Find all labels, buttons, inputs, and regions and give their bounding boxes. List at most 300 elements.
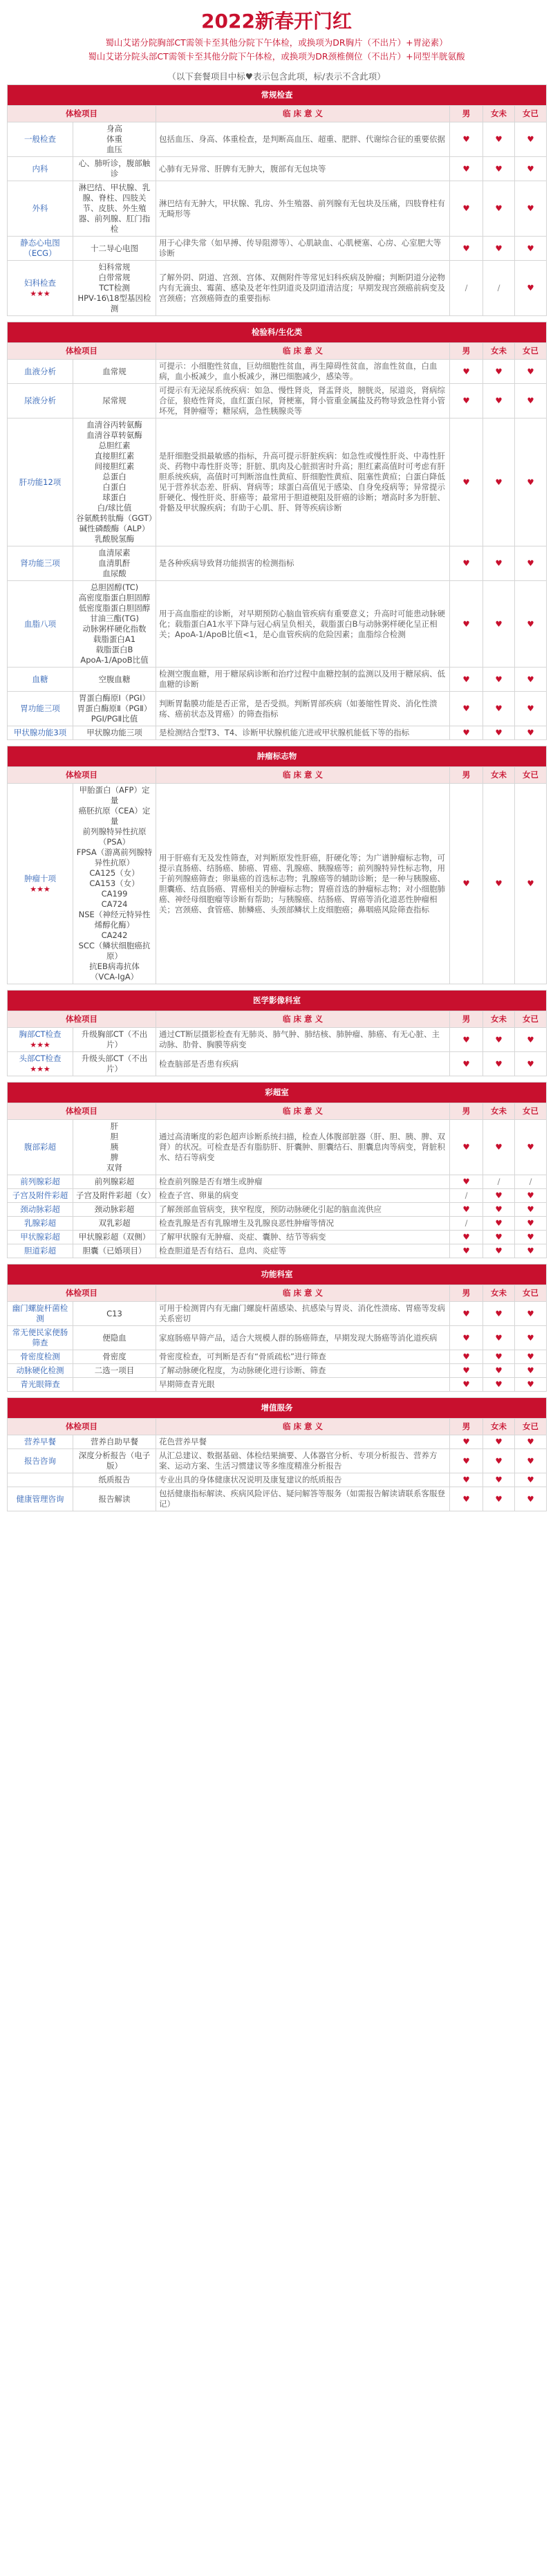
row-meaning: 可提示有无泌尿系统疾病：如急、慢性肾炎，肾盂肾炎，膀胱炎，尿道炎，肾病综合征，狼疮性肾炎，血红蛋白尿，肾梗塞，肾小管重金属盐及药物导致急性肾小管坏死，肾肿瘤等；糖尿病，急性胰腺炎等 — [156, 384, 450, 418]
mark-male: ♥ — [450, 1473, 483, 1487]
row-items — [73, 726, 156, 740]
section-table — [7, 1264, 547, 1392]
item-name: 动脉粥样硬化指数 — [82, 624, 147, 634]
col-header-female-married: 女已 — [515, 1285, 547, 1302]
category-label: 乳腺彩超 — [24, 1218, 56, 1228]
row-meaning: 了解颈部血管病变，狭窄程度，预防动脉硬化引起的脑血流供应 — [156, 1203, 450, 1217]
col-header-category: 体检项目 — [8, 1419, 156, 1435]
mark-female-married: ♥ — [515, 1217, 547, 1231]
mark-female-unmarried: ♥ — [483, 157, 515, 181]
item-name: 甘油三酯(TG) — [90, 614, 139, 623]
item-name: 双乳彩超 — [98, 1218, 131, 1228]
mark-male: / — [450, 261, 483, 316]
table-row — [8, 1203, 547, 1217]
item-name: 谷氨酰转肽酶（GGT） — [76, 513, 157, 523]
row-category — [8, 668, 73, 692]
table-row — [8, 581, 547, 668]
row-category — [8, 692, 73, 726]
table-row — [8, 1217, 547, 1231]
mark-male: ♥ — [450, 546, 483, 581]
mark-female-married: ♥ — [515, 237, 547, 261]
mark-female-married: ♥ — [515, 692, 547, 726]
row-items — [73, 181, 156, 237]
row-category — [8, 360, 73, 384]
row-meaning: 花色营养早餐 — [156, 1435, 450, 1449]
row-category — [8, 1302, 73, 1326]
row-meaning: 检测空腹血糖，用于糖尿病诊断和治疗过程中血糖控制的监测以及用于糖尿病、低血糖的诊断 — [156, 668, 450, 692]
mark-female-unmarried: ♥ — [483, 546, 515, 581]
row-items — [73, 692, 156, 726]
item-name: 碱性磷酸酶（ALP） — [79, 524, 150, 533]
stars-badge: ★★★ — [30, 288, 50, 298]
mark-female-unmarried: ♥ — [483, 1203, 515, 1217]
category-label: 肿瘤十项 — [24, 873, 56, 883]
category-label: 子宫及附件彩超 — [12, 1190, 68, 1200]
item-name: 营养自助早餐 — [91, 1437, 138, 1446]
row-category — [8, 122, 73, 157]
row-items — [73, 157, 156, 181]
mark-female-married: ♥ — [515, 181, 547, 237]
section-table — [7, 84, 547, 316]
mark-male: ♥ — [450, 122, 483, 157]
item-name: 二选一项目 — [94, 1365, 135, 1375]
table-row — [8, 1244, 547, 1258]
mark-male: ♥ — [450, 1203, 483, 1217]
mark-male: ♥ — [450, 181, 483, 237]
mark-female-unmarried: ♥ — [483, 581, 515, 668]
mark-female-married: ♥ — [515, 122, 547, 157]
item-name: 血常规 — [102, 366, 126, 376]
section-title: 增值服务 — [8, 1398, 547, 1419]
section-title: 医学影像科室 — [8, 991, 547, 1011]
table-row — [8, 157, 547, 181]
col-header-meaning: 临 床 意 义 — [156, 1103, 450, 1120]
row-items — [73, 1326, 156, 1350]
mark-female-unmarried: ♥ — [483, 726, 515, 740]
mark-male: ♥ — [450, 1435, 483, 1449]
item-name: 载脂蛋白B — [95, 645, 133, 654]
category-label: 血糖 — [32, 674, 48, 684]
row-meaning: 了解外阴、阴道、宫颈、宫体、双侧附件等常见妇科疾病及肿瘤；判断阴道分泌物内有无滴虫、霉菌、感染及老年性阴道炎及阴道清洁度；早期发现宫颈癌前病变及宫颈癌；宫颈癌筛查的重要指标 — [156, 261, 450, 316]
subtitle-line: 蜀山艾诺分院头部CT需领卡至其他分院下午体检，或换项为DR颈椎侧位（不出片）+同型半胱氨酸 — [88, 51, 465, 62]
row-category — [8, 581, 73, 668]
mark-female-married: ♥ — [515, 360, 547, 384]
mark-male: ♥ — [450, 581, 483, 668]
mark-female-unmarried: ♥ — [483, 384, 515, 418]
col-header-female-married: 女已 — [515, 767, 547, 784]
section-title: 常规检查 — [8, 85, 547, 106]
item-name: CA242 — [101, 930, 128, 940]
mark-female-unmarried: ♥ — [483, 1028, 515, 1052]
category-label: 胃功能三项 — [20, 703, 60, 713]
section-table — [7, 322, 547, 740]
category-label: 肾功能三项 — [20, 558, 60, 568]
legend-note: （以下套餐项目中标♥表示包含此项，标/表示不含此项） — [167, 71, 386, 82]
col-header-female-unmarried: 女未 — [483, 343, 515, 360]
col-header-meaning: 临 床 意 义 — [156, 106, 450, 122]
mark-female-unmarried: ♥ — [483, 418, 515, 546]
table-row — [8, 668, 547, 692]
section-table — [7, 1082, 547, 1258]
category-label: 尿液分析 — [24, 396, 56, 405]
mark-female-married: ♥ — [515, 668, 547, 692]
row-category — [8, 1326, 73, 1350]
item-name: 胃蛋白酶原Ⅰ（PGⅠ） — [78, 693, 151, 703]
row-items — [73, 1350, 156, 1364]
row-items — [73, 418, 156, 546]
mark-male: / — [450, 1217, 483, 1231]
table-row — [8, 1487, 547, 1511]
item-name: 脾 — [110, 1152, 119, 1162]
item-name: 血清谷草转氨酶 — [86, 430, 142, 440]
section-table — [7, 1397, 547, 1511]
table-row — [8, 1350, 547, 1364]
row-items — [73, 784, 156, 984]
sections-container — [0, 84, 553, 1517]
row-category — [8, 1217, 73, 1231]
mark-female-married: ♥ — [515, 1302, 547, 1326]
item-name: 血清谷丙转氨酶 — [86, 420, 142, 430]
category-label: 胸部CT检查 — [19, 1029, 62, 1039]
mark-female-married: ♥ — [515, 784, 547, 984]
row-meaning: 检查前列腺是否有增生或肿瘤 — [156, 1175, 450, 1189]
row-category — [8, 237, 73, 261]
item-name: SCC（鳞状细胞癌抗原） — [78, 941, 151, 961]
row-meaning: 检查脑部是否患有疾病 — [156, 1052, 450, 1076]
row-category — [8, 1350, 73, 1364]
item-name: HPV-16\18型基因检测 — [77, 293, 151, 313]
item-name: 总胆固醇(TC) — [90, 582, 139, 592]
col-header-category: 体检项目 — [8, 1285, 156, 1302]
mark-male: ♥ — [450, 1231, 483, 1244]
col-header-female-unmarried: 女未 — [483, 1103, 515, 1120]
category-label: 报告咨询 — [24, 1455, 56, 1466]
item-name: 空腹血糖 — [98, 674, 131, 684]
row-items — [73, 122, 156, 157]
mark-female-married: ♥ — [515, 261, 547, 316]
category-label: 动脉硬化检测 — [16, 1365, 64, 1375]
section-table — [7, 990, 547, 1076]
mark-female-married: ♥ — [515, 1244, 547, 1258]
row-items — [73, 1473, 156, 1487]
row-meaning: 检查子宫、卵巢的病变 — [156, 1189, 450, 1203]
table-row — [8, 418, 547, 546]
mark-female-married: ♥ — [515, 1364, 547, 1378]
item-name: 纸质报告 — [98, 1475, 131, 1484]
mark-male: ♥ — [450, 360, 483, 384]
table-row — [8, 1231, 547, 1244]
section-title: 检验科/生化类 — [8, 322, 547, 343]
col-header-category: 体检项目 — [8, 106, 156, 122]
table-row — [8, 726, 547, 740]
row-category — [8, 418, 73, 546]
mark-female-unmarried: ♥ — [483, 181, 515, 237]
item-name: 子宫及附件彩超（女） — [76, 1190, 156, 1200]
mark-female-unmarried: ♥ — [483, 1435, 515, 1449]
category-label: 甲状腺功能3项 — [13, 728, 67, 737]
row-items — [73, 237, 156, 261]
item-name: 心、肺听诊，腹部触诊 — [78, 158, 151, 178]
category-label: 妇科检查 — [24, 277, 56, 288]
row-meaning: 了解甲状腺有无肿瘤、炎症、囊肿、结节等病变 — [156, 1231, 450, 1244]
category-label: 血液分析 — [24, 366, 56, 376]
mark-female-unmarried: ♥ — [483, 1350, 515, 1364]
col-header-female-unmarried: 女未 — [483, 1419, 515, 1435]
item-name: 载脂蛋白A1 — [93, 634, 136, 644]
category-label: 静态心电图（ECG） — [20, 238, 60, 258]
item-name: 报告解读 — [98, 1493, 131, 1504]
row-meaning: 包括健康指标解读、疾病风险评估、疑问解答等服务（如需报告解读请联系客服登记） — [156, 1487, 450, 1511]
table-row — [8, 1435, 547, 1449]
row-items — [73, 1435, 156, 1449]
mark-female-unmarried: ♥ — [483, 1231, 515, 1244]
item-name: 低密度脂蛋白胆固醇 — [78, 603, 151, 613]
row-meaning: 淋巴结有无肿大，甲状腺、乳房、外生殖器、前列腺有无包块及压痛，四肢脊柱有无畸形等 — [156, 181, 450, 237]
item-name: 尿常规 — [102, 396, 126, 405]
row-category — [8, 1028, 73, 1052]
mark-female-married: ♥ — [515, 1203, 547, 1217]
row-items — [73, 1231, 156, 1244]
col-header-meaning: 临 床 意 义 — [156, 343, 450, 360]
section-title: 彩超室 — [8, 1083, 547, 1103]
mark-female-unmarried: ♥ — [483, 692, 515, 726]
row-category — [8, 1052, 73, 1076]
row-items — [73, 1120, 156, 1175]
row-items — [73, 1244, 156, 1258]
table-row — [8, 1378, 547, 1392]
row-category — [8, 546, 73, 581]
table-row — [8, 181, 547, 237]
mark-female-married: ♥ — [515, 1350, 547, 1364]
mark-male: ♥ — [450, 1120, 483, 1175]
column-header-row — [8, 1103, 547, 1120]
mark-male: ♥ — [450, 1244, 483, 1258]
item-name: 胃蛋白酶原Ⅱ（PGⅡ） — [77, 703, 152, 713]
row-meaning: 用于高血脂症的诊断，对早期预防心脑血管疾病有重要意义；升高时可能患动脉硬化；载脂蛋白A1水平下降与冠心病呈负相关，载脂蛋白B与动脉粥样硬化呈正相关；ApoA-1/ApoB比值<1，是心血管疾病的危险因素；血脂综合检测 — [156, 581, 450, 668]
mark-male: ♥ — [450, 1449, 483, 1473]
row-meaning: 是各种疾病导致肾功能损害的检测指标 — [156, 546, 450, 581]
row-items — [73, 360, 156, 384]
item-name: 升级胸部CT（不出片） — [81, 1029, 148, 1049]
row-meaning: 心肺有无异常、肝脾有无肿大，腹部有无包块等 — [156, 157, 450, 181]
table-row — [8, 1175, 547, 1189]
row-items — [73, 1189, 156, 1203]
row-items — [73, 1449, 156, 1473]
row-category — [8, 1244, 73, 1258]
category-label: 甲状腺彩超 — [20, 1232, 60, 1242]
category-label: 颈动脉彩超 — [20, 1204, 60, 1214]
table-row — [8, 1473, 547, 1487]
item-name: 便隐血 — [102, 1332, 126, 1343]
category-label: 幽门螺旋杆菌检测 — [12, 1303, 68, 1323]
item-name: 胆囊（已婚项目） — [82, 1246, 147, 1255]
mark-male: ♥ — [450, 1378, 483, 1392]
column-header-row — [8, 1011, 547, 1028]
item-name: 妇科常规 — [98, 262, 131, 272]
col-header-female-unmarried: 女未 — [483, 767, 515, 784]
column-header-row — [8, 1285, 547, 1302]
item-name: 甲胎蛋白（AFP）定量 — [79, 785, 150, 805]
row-meaning: 用于心律失常（如早搏、传导阻滞等）、心肌缺血、心肌梗塞、心房、心室肥大等诊断 — [156, 237, 450, 261]
row-items — [73, 581, 156, 668]
row-items — [73, 1052, 156, 1076]
mark-female-unmarried: ♥ — [483, 1217, 515, 1231]
col-header-female-married: 女已 — [515, 106, 547, 122]
item-name: CA153（女） — [89, 878, 140, 888]
row-items — [73, 1378, 156, 1392]
col-header-category: 体检项目 — [8, 767, 156, 784]
item-name: 淋巴结、甲状腺、乳腺、脊柱、四肢关节、皮肤、外生殖器、前列腺、肛门指检 — [78, 183, 151, 234]
mark-male: ♥ — [450, 1052, 483, 1076]
section-title: 功能科室 — [8, 1264, 547, 1285]
row-meaning: 专业出具的身体健康状况说明及康复建议的纸质报告 — [156, 1473, 450, 1487]
item-name: 胆 — [110, 1132, 119, 1141]
category-label: 外科 — [32, 203, 48, 213]
mark-female-unmarried: ♥ — [483, 360, 515, 384]
item-name: C13 — [106, 1308, 122, 1318]
mark-female-unmarried: ♥ — [483, 1302, 515, 1326]
item-name: 间接胆红素 — [94, 461, 135, 471]
row-meaning: 骨密度检查，可判断是否有“骨质疏松”进行筛查 — [156, 1350, 450, 1364]
item-name: 乳酸脱氢酶 — [94, 534, 135, 544]
mark-female-unmarried: / — [483, 261, 515, 316]
stars-badge: ★★★ — [30, 884, 50, 894]
mark-female-married: ♥ — [515, 1487, 547, 1511]
col-header-category: 体检项目 — [8, 343, 156, 360]
col-header-category: 体检项目 — [8, 1103, 156, 1120]
mark-female-married: ♥ — [515, 418, 547, 546]
row-category — [8, 1231, 73, 1244]
row-category — [8, 1473, 73, 1487]
table-row — [8, 360, 547, 384]
mark-male: ♥ — [450, 237, 483, 261]
table-row — [8, 1326, 547, 1350]
mark-female-unmarried: / — [483, 1175, 515, 1189]
row-category — [8, 1189, 73, 1203]
stars-badge: ★★★ — [30, 1065, 50, 1074]
col-header-male: 男 — [450, 1285, 483, 1302]
row-meaning: 检查乳腺是否有乳腺增生及乳腺良恶性肿瘤等情况 — [156, 1217, 450, 1231]
row-items — [73, 261, 156, 316]
category-label: 一般检查 — [24, 134, 56, 144]
item-name: 甲状腺彩超（双侧） — [78, 1232, 151, 1242]
col-header-meaning: 临 床 意 义 — [156, 1419, 450, 1435]
mark-female-married: ♥ — [515, 384, 547, 418]
table-row — [8, 546, 547, 581]
row-category — [8, 1364, 73, 1378]
col-header-male: 男 — [450, 343, 483, 360]
col-header-meaning: 临 床 意 义 — [156, 1011, 450, 1028]
row-items — [73, 1217, 156, 1231]
item-name: 白/球比值 — [97, 503, 132, 513]
mark-female-unmarried: ♥ — [483, 1378, 515, 1392]
item-name: 升级头部CT（不出片） — [81, 1054, 148, 1074]
category-label: 常无便民家便肠筛查 — [12, 1327, 68, 1347]
item-name: CA125（女） — [89, 868, 140, 878]
row-category — [8, 261, 73, 316]
item-name: 前列腺特异性抗原（PSA） — [82, 827, 147, 847]
section-title: 肿瘤标志物 — [8, 746, 547, 767]
row-items — [73, 384, 156, 418]
col-header-category: 体检项目 — [8, 1011, 156, 1028]
col-header-female-unmarried: 女未 — [483, 106, 515, 122]
mark-female-married: ♥ — [515, 726, 547, 740]
mark-male: ♥ — [450, 157, 483, 181]
item-name: 血清肌酐 — [98, 558, 131, 568]
item-name: ApoA-1/ApoB比值 — [80, 655, 149, 665]
item-name: 血尿酸 — [102, 569, 126, 578]
col-header-female-married: 女已 — [515, 1103, 547, 1120]
item-name: 十二导心电图 — [91, 243, 138, 253]
mark-female-married: ♥ — [515, 546, 547, 581]
column-header-row — [8, 1419, 547, 1435]
mark-female-married: ♥ — [515, 1189, 547, 1203]
row-items — [73, 1175, 156, 1189]
mark-male: / — [450, 1189, 483, 1203]
col-header-female-married: 女已 — [515, 1011, 547, 1028]
mark-female-unmarried: ♥ — [483, 1326, 515, 1350]
row-meaning: 是肝细胞受损最敏感的指标，升高可提示肝脏疾病：如急性或慢性肝炎、中毒性肝炎、药物中毒性肝炎等；肝脏、肌肉及心脏损害时升高；胆红素高值时可考虑有肝胆系统疾病，高值时可判断溶血性黄疸、肝细胞性黄疸、阻塞性黄疸；白蛋白降低见于营养状态差、肝病、肾病等；球蛋白高值见于感染、自身免疫病等；异常提示肝硬化、慢性肝炎、肝癌等；最常用于胆道梗阻及肝癌的诊断；增高时多为肝脏、骨骼及甲状腺疾病；有助于心肌、肝、肾等疾病诊断 — [156, 418, 450, 546]
item-name: 颈动脉彩超 — [94, 1204, 135, 1214]
category-label: 前列腺彩超 — [20, 1177, 60, 1186]
item-name: 总胆红素 — [98, 441, 131, 450]
item-name: 血清尿素 — [98, 548, 131, 558]
mark-female-unmarried: ♥ — [483, 668, 515, 692]
item-name: 高密度脂蛋白胆固醇 — [78, 593, 151, 602]
category-label: 头部CT检查 — [19, 1054, 62, 1063]
mark-female-married: ♥ — [515, 157, 547, 181]
mark-female-married: ♥ — [515, 1028, 547, 1052]
mark-male: ♥ — [450, 1302, 483, 1326]
row-category — [8, 1175, 73, 1189]
mark-female-married: ♥ — [515, 1120, 547, 1175]
category-label: 骨密度检测 — [20, 1352, 60, 1361]
mark-female-married: ♥ — [515, 1449, 547, 1473]
table-row — [8, 1364, 547, 1378]
header — [0, 0, 553, 84]
col-header-female-unmarried: 女未 — [483, 1285, 515, 1302]
item-name: 白带常规 — [98, 273, 131, 282]
row-category — [8, 384, 73, 418]
row-items — [73, 1203, 156, 1217]
page-title: 2022新春开门红 — [201, 10, 352, 33]
item-name: 球蛋白 — [102, 493, 126, 502]
row-category — [8, 181, 73, 237]
col-header-male: 男 — [450, 1103, 483, 1120]
mark-male: ♥ — [450, 692, 483, 726]
item-name: CA724 — [101, 899, 128, 909]
row-meaning: 可用于检测胃内有无幽门螺旋杆菌感染、抗感染与胃炎、消化性溃疡、胃癌等发病关系密切 — [156, 1302, 450, 1326]
row-meaning: 早期筛查青光眼 — [156, 1378, 450, 1392]
mark-male: ♥ — [450, 1028, 483, 1052]
mark-female-unmarried: ♥ — [483, 1473, 515, 1487]
table-row — [8, 692, 547, 726]
mark-male: ♥ — [450, 384, 483, 418]
mark-female-married: / — [515, 1175, 547, 1189]
row-category — [8, 726, 73, 740]
mark-male: ♥ — [450, 418, 483, 546]
row-category — [8, 1487, 73, 1511]
item-name: 骨密度 — [102, 1352, 126, 1361]
category-label: 健康管理咨询 — [16, 1493, 64, 1504]
row-meaning: 包括血压、身高、体重检查，是判断高血压、超重、肥胖、代谢综合征的重要依据 — [156, 122, 450, 157]
row-meaning: 家庭肠癌早筛产品，适合大规模人群的肠癌筛查，早期发现大肠癌等消化道疾病 — [156, 1326, 450, 1350]
item-name: 前列腺彩超 — [94, 1177, 135, 1186]
table-row — [8, 1052, 547, 1076]
col-header-female-married: 女已 — [515, 343, 547, 360]
row-meaning: 可提示：小细胞性贫血，巨幼细胞性贫血，再生障碍性贫血，溶血性贫血，白血病，血小板减少，血小板减少，淋巴细胞减少，感染等。 — [156, 360, 450, 384]
item-name: 直接胆红素 — [94, 451, 135, 461]
